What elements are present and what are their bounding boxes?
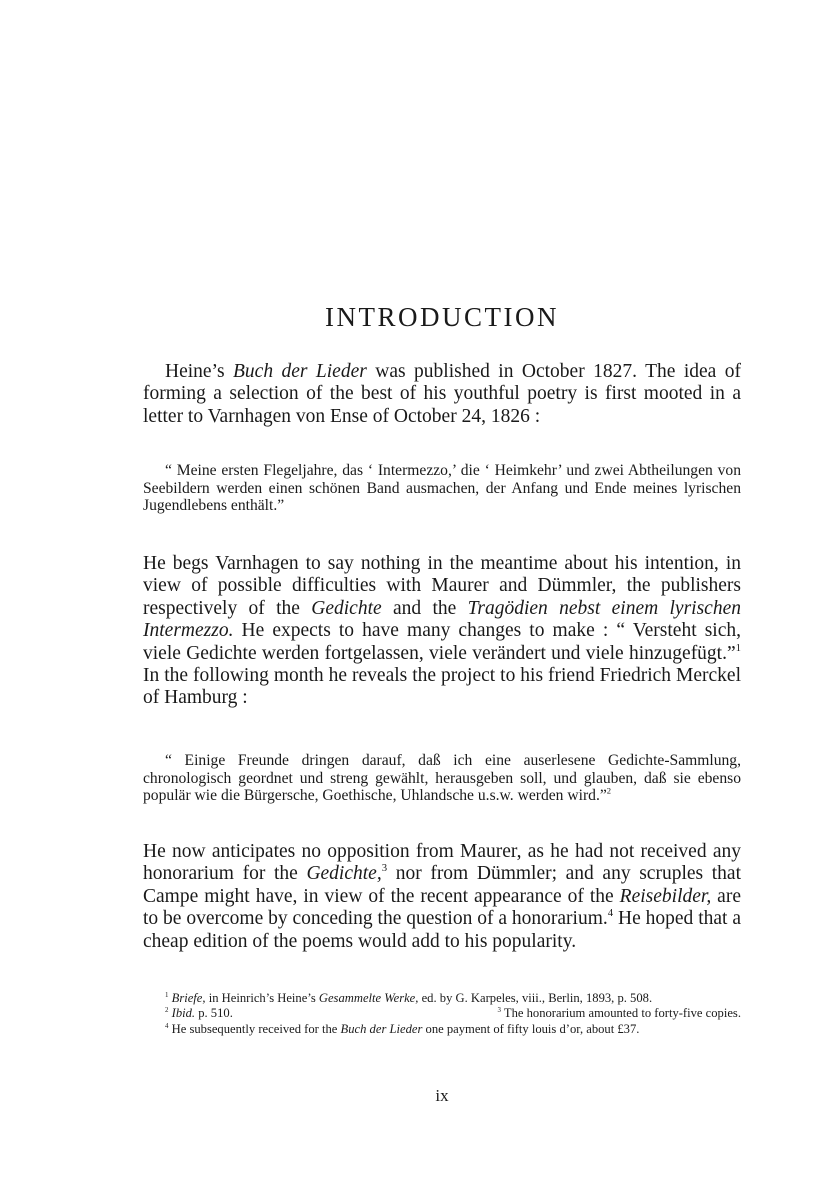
footnote-4-text-b: one payment of fifty louis d’or, about £37. — [422, 1021, 640, 1036]
paragraph-2-text-c: He expects to have many changes to make : “ Versteht sich, viele Gedichte werden fortgelassen, viele verändert und viele hinzugefügt.” — [143, 620, 741, 664]
paragraph-3-text-b: nor from Dümmler; and any scruples that Campe might have, in view of the recent appearance of the — [143, 863, 741, 907]
footnote-ref-3: 3 — [381, 862, 388, 875]
footnote-2-text: p. 510. — [195, 1006, 233, 1021]
title-tragoedien: Tragödien nebst einem lyrischen Intermezzo. — [143, 597, 741, 642]
paragraph-2 — [143, 553, 741, 710]
paragraph-3-text-a: He now anticipates no opposition from Maurer, as he had not received any honorarium for the — [143, 841, 741, 885]
footnote-2-number: 2 — [165, 1007, 169, 1015]
footnote-2 — [143, 1006, 233, 1021]
paragraph-2-text-b: and the — [381, 597, 468, 619]
quote-2-text: “ Einige Freunde dringen darauf, daß ich eine auserlesene Gedichte-Sammlung, chronologisch geordnet und streng gewählt, herausgeben soll, und glauben, daß sie ebenso populär wie die Bürgersche, Goethische, Uhlandsche u.s.w. werden wird.” — [143, 752, 741, 805]
paragraph-3-text-c: are to be overcome by conceding the question of a honorarium. — [143, 885, 741, 930]
footnote-2-ibid: Ibid. — [171, 1006, 196, 1021]
page-number: ix — [435, 1086, 449, 1105]
footnotes — [143, 991, 741, 1037]
paragraph-1-text-b: was published in October 1827. The idea of forming a selection of the best of his youthful poetry is first mooted in a letter to Varnhagen von Ense of October 24, 1826 : — [143, 361, 741, 427]
footnote-4 — [143, 1022, 741, 1037]
footnote-3-text: The honorarium amounted to forty-five copies. — [500, 1006, 741, 1021]
paragraph-2-text-d: In the following month he reveals the project to his friend Friedrich Merckel of Hamburg : — [143, 665, 741, 709]
footnote-4-text-a: He subsequently received for the — [168, 1021, 341, 1036]
footnote-1-title-briefe: Briefe, — [171, 991, 206, 1005]
footnote-ref-4: 4 — [607, 907, 614, 920]
footnote-1 — [143, 991, 741, 1006]
paragraph-3 — [143, 841, 741, 953]
footnote-1-title-werke: Gesammelte Werke, — [318, 991, 419, 1005]
title-gedichte-2: Gedichte, — [306, 863, 382, 885]
footnote-4-number: 4 — [165, 1022, 169, 1030]
footnote-row-2-3 — [143, 1006, 741, 1021]
footnote-ref-1: 1 — [735, 641, 741, 654]
quote-1: “ Meine ersten Flegeljahre, das ‘ Intermezzo,’ die ‘ Heimkehr’ und zwei Abtheilungen von Seebildern werden einen schönen Band ausmachen, der Anfang und Ende meines lyrischen Jugendlebens enthält.” — [143, 462, 741, 515]
footnote-4-title: Buch der Lieder — [340, 1021, 423, 1036]
paragraph-1-text-a: Heine’s — [165, 361, 233, 382]
title-gedichte: Gedichte — [311, 597, 382, 619]
title-buch-der-lieder: Buch der Lieder — [233, 361, 367, 382]
quote-2 — [143, 752, 741, 805]
footnote-ref-2: 2 — [606, 785, 612, 796]
page-title: INTRODUCTION — [325, 302, 559, 332]
footnote-1-text-a: in Heinrich’s Heine’s — [205, 991, 319, 1005]
footnote-1-number: 1 — [165, 991, 169, 999]
footnote-1-text-b: ed. by G. Karpeles, viii., Berlin, 1893, p. 508. — [418, 991, 653, 1005]
paragraph-1 — [143, 361, 741, 428]
paragraph-3-text-d: He hoped that a cheap edition of the poems would add to his popularity. — [143, 908, 741, 952]
paragraph-2-text-a: He begs Varnhagen to say nothing in the meantime about his intention, in view of possible difficulties with Maurer and Dümmler, the publishers respectively of the — [143, 553, 741, 619]
footnote-3-number: 3 — [497, 1007, 501, 1015]
title-reisebilder: Reisebilder, — [619, 885, 712, 907]
footnote-3 — [497, 1006, 741, 1021]
